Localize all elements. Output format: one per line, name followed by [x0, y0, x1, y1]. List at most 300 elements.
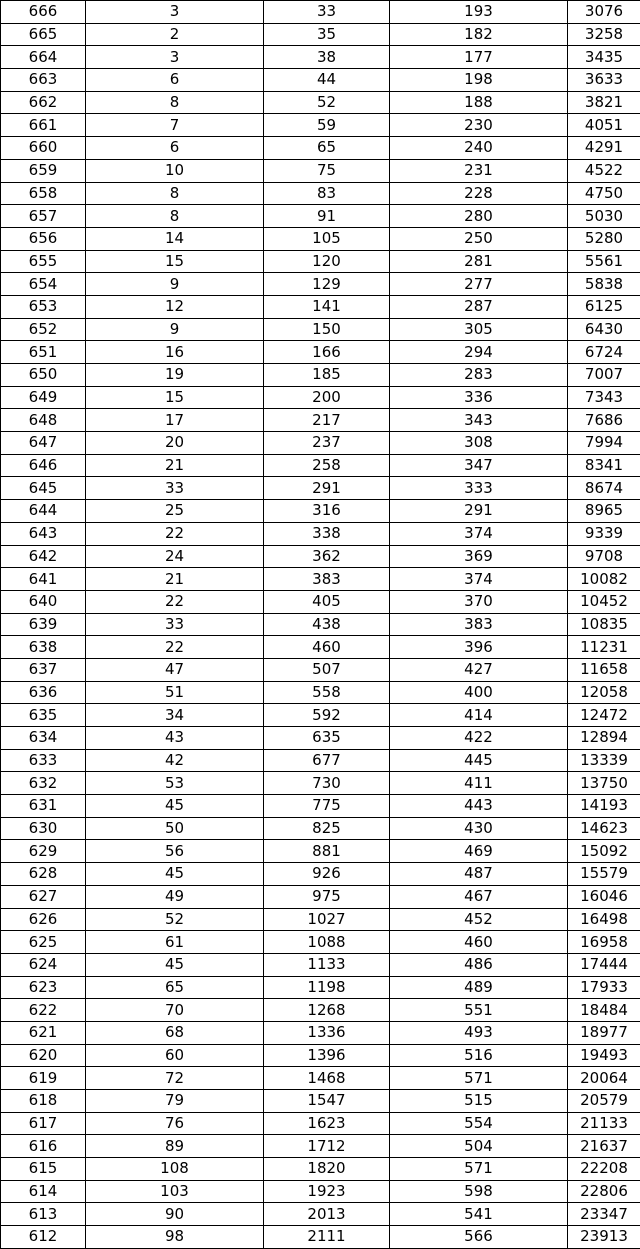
table-cell: 8	[86, 91, 264, 114]
table-cell: 8341	[568, 454, 640, 477]
table-cell: 15092	[568, 840, 640, 863]
table-cell: 664	[1, 46, 86, 69]
table-row	[1, 432, 640, 455]
table-cell: 414	[390, 704, 568, 727]
table-cell: 623	[1, 976, 86, 999]
table-cell: 79	[86, 1090, 264, 1113]
table-cell: 42	[86, 749, 264, 772]
table-row	[1, 1, 640, 24]
table-cell: 60	[86, 1044, 264, 1067]
table-cell: 9	[86, 273, 264, 296]
table-cell: 6	[86, 137, 264, 160]
table-cell: 383	[390, 613, 568, 636]
table-cell: 467	[390, 885, 568, 908]
table-cell: 336	[390, 386, 568, 409]
table-cell: 19493	[568, 1044, 640, 1067]
table-row	[1, 1021, 640, 1044]
table-cell: 20579	[568, 1090, 640, 1113]
table-cell: 598	[390, 1180, 568, 1203]
table-cell: 287	[390, 295, 568, 318]
table-row	[1, 976, 640, 999]
table-cell: 730	[264, 772, 390, 795]
table-cell: 975	[264, 885, 390, 908]
table-cell: 21133	[568, 1112, 640, 1135]
table-row	[1, 817, 640, 840]
table-cell: 571	[390, 1158, 568, 1181]
table-cell: 52	[86, 908, 264, 931]
table-cell: 646	[1, 454, 86, 477]
table-row	[1, 749, 640, 772]
table-row	[1, 1067, 640, 1090]
table-row	[1, 205, 640, 228]
table-cell: 8965	[568, 500, 640, 523]
table-cell: 308	[390, 432, 568, 455]
table-cell: 338	[264, 522, 390, 545]
table-cell: 445	[390, 749, 568, 772]
table-cell: 9708	[568, 545, 640, 568]
table-cell: 9	[86, 318, 264, 341]
table-cell: 396	[390, 636, 568, 659]
table-cell: 17	[86, 409, 264, 432]
table-cell: 430	[390, 817, 568, 840]
table-cell: 1712	[264, 1135, 390, 1158]
table-cell: 926	[264, 863, 390, 886]
table-cell: 617	[1, 1112, 86, 1135]
table-cell: 70	[86, 999, 264, 1022]
table-cell: 621	[1, 1021, 86, 1044]
table-cell: 640	[1, 590, 86, 613]
table-cell: 20064	[568, 1067, 640, 1090]
table-cell: 61	[86, 931, 264, 954]
table-cell: 44	[264, 69, 390, 92]
table-cell: 231	[390, 159, 568, 182]
table-cell: 775	[264, 795, 390, 818]
table-cell: 20	[86, 432, 264, 455]
table-cell: 3	[86, 46, 264, 69]
table-cell: 43	[86, 727, 264, 750]
table-cell: 4291	[568, 137, 640, 160]
table-cell: 493	[390, 1021, 568, 1044]
table-row	[1, 727, 640, 750]
table-cell: 558	[264, 681, 390, 704]
table-row	[1, 568, 640, 591]
table-row	[1, 1112, 640, 1135]
table-cell: 650	[1, 364, 86, 387]
table-cell: 661	[1, 114, 86, 137]
table-cell: 658	[1, 182, 86, 205]
table-cell: 90	[86, 1203, 264, 1226]
table-cell: 11231	[568, 636, 640, 659]
table-cell: 217	[264, 409, 390, 432]
table-cell: 592	[264, 704, 390, 727]
table-cell: 452	[390, 908, 568, 931]
table-cell: 7	[86, 114, 264, 137]
table-row	[1, 840, 640, 863]
table-cell: 665	[1, 23, 86, 46]
table-cell: 23913	[568, 1226, 640, 1249]
table-cell: 460	[264, 636, 390, 659]
table-cell: 83	[264, 182, 390, 205]
table-cell: 291	[390, 500, 568, 523]
table-cell: 652	[1, 318, 86, 341]
table-row	[1, 704, 640, 727]
table-cell: 51	[86, 681, 264, 704]
table-cell: 50	[86, 817, 264, 840]
table-cell: 638	[1, 636, 86, 659]
table-cell: 427	[390, 658, 568, 681]
table-row	[1, 454, 640, 477]
table-row	[1, 795, 640, 818]
table-cell: 103	[86, 1180, 264, 1203]
table-cell: 281	[390, 250, 568, 273]
table-cell: 2013	[264, 1203, 390, 1226]
table-cell: 2111	[264, 1226, 390, 1249]
table-cell: 240	[390, 137, 568, 160]
table-cell: 635	[1, 704, 86, 727]
table-row	[1, 522, 640, 545]
table-row	[1, 772, 640, 795]
table-cell: 177	[390, 46, 568, 69]
table-cell: 305	[390, 318, 568, 341]
table-cell: 6	[86, 69, 264, 92]
table-cell: 653	[1, 295, 86, 318]
table-cell: 15	[86, 386, 264, 409]
table-cell: 17444	[568, 953, 640, 976]
table-cell: 628	[1, 863, 86, 886]
table-cell: 4051	[568, 114, 640, 137]
table-cell: 24	[86, 545, 264, 568]
table-cell: 56	[86, 840, 264, 863]
table-cell: 504	[390, 1135, 568, 1158]
table-cell: 1468	[264, 1067, 390, 1090]
table-cell: 615	[1, 1158, 86, 1181]
table-cell: 619	[1, 1067, 86, 1090]
table-cell: 14193	[568, 795, 640, 818]
table-cell: 507	[264, 658, 390, 681]
table-cell: 13339	[568, 749, 640, 772]
table-cell: 120	[264, 250, 390, 273]
table-cell: 370	[390, 590, 568, 613]
table-cell: 52	[264, 91, 390, 114]
table-cell: 5561	[568, 250, 640, 273]
table-cell: 7994	[568, 432, 640, 455]
table-cell: 280	[390, 205, 568, 228]
table-cell: 19	[86, 364, 264, 387]
table-row	[1, 477, 640, 500]
table-cell: 489	[390, 976, 568, 999]
table-cell: 333	[390, 477, 568, 500]
table-row	[1, 159, 640, 182]
table-cell: 642	[1, 545, 86, 568]
table-row	[1, 931, 640, 954]
table-cell: 662	[1, 91, 86, 114]
table-cell: 8	[86, 182, 264, 205]
table-cell: 374	[390, 568, 568, 591]
table-cell: 129	[264, 273, 390, 296]
table-cell: 651	[1, 341, 86, 364]
table-cell: 400	[390, 681, 568, 704]
table-row	[1, 908, 640, 931]
table-cell: 5030	[568, 205, 640, 228]
table-body	[1, 1, 640, 1249]
table-cell: 571	[390, 1067, 568, 1090]
table-row	[1, 295, 640, 318]
table-cell: 6125	[568, 295, 640, 318]
table-cell: 660	[1, 137, 86, 160]
table-row	[1, 182, 640, 205]
table-cell: 188	[390, 91, 568, 114]
table-cell: 469	[390, 840, 568, 863]
table-cell: 515	[390, 1090, 568, 1113]
table-cell: 644	[1, 500, 86, 523]
table-cell: 166	[264, 341, 390, 364]
table-cell: 663	[1, 69, 86, 92]
table-row	[1, 636, 640, 659]
table-cell: 198	[390, 69, 568, 92]
table-cell: 10452	[568, 590, 640, 613]
table-cell: 649	[1, 386, 86, 409]
table-cell: 383	[264, 568, 390, 591]
table-cell: 516	[390, 1044, 568, 1067]
table-cell: 17933	[568, 976, 640, 999]
table-cell: 200	[264, 386, 390, 409]
table-row	[1, 409, 640, 432]
table-cell: 89	[86, 1135, 264, 1158]
table-cell: 620	[1, 1044, 86, 1067]
table-cell: 7343	[568, 386, 640, 409]
table-cell: 612	[1, 1226, 86, 1249]
table-row	[1, 885, 640, 908]
table-row	[1, 1180, 640, 1203]
table-row	[1, 250, 640, 273]
table-cell: 193	[390, 1, 568, 24]
table-row	[1, 227, 640, 250]
table-cell: 1133	[264, 953, 390, 976]
table-cell: 3821	[568, 91, 640, 114]
table-cell: 34	[86, 704, 264, 727]
table-cell: 23347	[568, 1203, 640, 1226]
table-cell: 3435	[568, 46, 640, 69]
table-cell: 47	[86, 658, 264, 681]
table-cell: 65	[86, 976, 264, 999]
table-cell: 422	[390, 727, 568, 750]
table-cell: 656	[1, 227, 86, 250]
table-cell: 486	[390, 953, 568, 976]
table-cell: 98	[86, 1226, 264, 1249]
table-cell: 33	[86, 613, 264, 636]
table-cell: 76	[86, 1112, 264, 1135]
table-cell: 68	[86, 1021, 264, 1044]
table-cell: 1088	[264, 931, 390, 954]
table-cell: 12058	[568, 681, 640, 704]
table-row	[1, 613, 640, 636]
table-cell: 45	[86, 953, 264, 976]
table-cell: 634	[1, 727, 86, 750]
table-row	[1, 46, 640, 69]
table-cell: 65	[264, 137, 390, 160]
table-row	[1, 69, 640, 92]
table-row	[1, 590, 640, 613]
table-cell: 3076	[568, 1, 640, 24]
table-cell: 91	[264, 205, 390, 228]
table-cell: 185	[264, 364, 390, 387]
table-cell: 625	[1, 931, 86, 954]
table-cell: 626	[1, 908, 86, 931]
table-row	[1, 658, 640, 681]
table-cell: 291	[264, 477, 390, 500]
table-cell: 10835	[568, 613, 640, 636]
table-cell: 631	[1, 795, 86, 818]
table-cell: 613	[1, 1203, 86, 1226]
table-row	[1, 364, 640, 387]
table-cell: 53	[86, 772, 264, 795]
table-cell: 566	[390, 1226, 568, 1249]
table-cell: 1547	[264, 1090, 390, 1113]
table-cell: 630	[1, 817, 86, 840]
table-cell: 541	[390, 1203, 568, 1226]
table-row	[1, 500, 640, 523]
table-cell: 11658	[568, 658, 640, 681]
table-cell: 1336	[264, 1021, 390, 1044]
table-cell: 228	[390, 182, 568, 205]
table-row	[1, 681, 640, 704]
table-cell: 18977	[568, 1021, 640, 1044]
table-row	[1, 953, 640, 976]
table-cell: 182	[390, 23, 568, 46]
table-row	[1, 341, 640, 364]
table-cell: 1623	[264, 1112, 390, 1135]
table-cell: 258	[264, 454, 390, 477]
table-cell: 374	[390, 522, 568, 545]
table-cell: 15579	[568, 863, 640, 886]
table-row	[1, 273, 640, 296]
table-cell: 22	[86, 636, 264, 659]
table-cell: 75	[264, 159, 390, 182]
table-cell: 4522	[568, 159, 640, 182]
table-cell: 283	[390, 364, 568, 387]
table-cell: 633	[1, 749, 86, 772]
table-cell: 277	[390, 273, 568, 296]
table-cell: 1923	[264, 1180, 390, 1203]
table-cell: 1396	[264, 1044, 390, 1067]
table-row	[1, 137, 640, 160]
table-cell: 622	[1, 999, 86, 1022]
table-cell: 72	[86, 1067, 264, 1090]
table-cell: 362	[264, 545, 390, 568]
table-cell: 825	[264, 817, 390, 840]
table-cell: 7686	[568, 409, 640, 432]
table-cell: 16	[86, 341, 264, 364]
table-cell: 237	[264, 432, 390, 455]
table-cell: 4750	[568, 182, 640, 205]
table-row	[1, 1135, 640, 1158]
table-row	[1, 1044, 640, 1067]
table-cell: 460	[390, 931, 568, 954]
table-cell: 487	[390, 863, 568, 886]
table-cell: 21	[86, 568, 264, 591]
table-cell: 641	[1, 568, 86, 591]
table-cell: 635	[264, 727, 390, 750]
table-cell: 666	[1, 1, 86, 24]
table-cell: 411	[390, 772, 568, 795]
table-cell: 6724	[568, 341, 640, 364]
table-cell: 3633	[568, 69, 640, 92]
table-cell: 3	[86, 1, 264, 24]
table-cell: 12	[86, 295, 264, 318]
table-row	[1, 114, 640, 137]
table-cell: 150	[264, 318, 390, 341]
table-cell: 643	[1, 522, 86, 545]
table-cell: 3258	[568, 23, 640, 46]
table-cell: 636	[1, 681, 86, 704]
table-cell: 655	[1, 250, 86, 273]
table-cell: 18484	[568, 999, 640, 1022]
table-cell: 614	[1, 1180, 86, 1203]
table-cell: 21637	[568, 1135, 640, 1158]
table-cell: 141	[264, 295, 390, 318]
table-cell: 21	[86, 454, 264, 477]
table-row	[1, 863, 640, 886]
table-cell: 15	[86, 250, 264, 273]
table-cell: 645	[1, 477, 86, 500]
table-cell: 22208	[568, 1158, 640, 1181]
table-cell: 443	[390, 795, 568, 818]
table-cell: 659	[1, 159, 86, 182]
table-cell: 12472	[568, 704, 640, 727]
table-cell: 616	[1, 1135, 86, 1158]
table-cell: 1198	[264, 976, 390, 999]
table-cell: 639	[1, 613, 86, 636]
table-cell: 1027	[264, 908, 390, 931]
table-cell: 5280	[568, 227, 640, 250]
table-cell: 654	[1, 273, 86, 296]
table-cell: 624	[1, 953, 86, 976]
table-cell: 33	[86, 477, 264, 500]
table-cell: 2	[86, 23, 264, 46]
table-cell: 1820	[264, 1158, 390, 1181]
table-cell: 49	[86, 885, 264, 908]
table-cell: 438	[264, 613, 390, 636]
table-row	[1, 1158, 640, 1181]
table-cell: 108	[86, 1158, 264, 1181]
table-cell: 14	[86, 227, 264, 250]
table-cell: 6430	[568, 318, 640, 341]
table-row	[1, 386, 640, 409]
table-cell: 677	[264, 749, 390, 772]
table-cell: 25	[86, 500, 264, 523]
table-cell: 8674	[568, 477, 640, 500]
table-cell: 13750	[568, 772, 640, 795]
table-cell: 1268	[264, 999, 390, 1022]
table-cell: 22	[86, 590, 264, 613]
table-cell: 881	[264, 840, 390, 863]
table-cell: 618	[1, 1090, 86, 1113]
table-cell: 8	[86, 205, 264, 228]
table-cell: 16958	[568, 931, 640, 954]
table-cell: 10082	[568, 568, 640, 591]
table-cell: 33	[264, 1, 390, 24]
table-cell: 316	[264, 500, 390, 523]
table-row	[1, 1090, 640, 1113]
table-row	[1, 318, 640, 341]
table-cell: 657	[1, 205, 86, 228]
table-cell: 250	[390, 227, 568, 250]
table-cell: 294	[390, 341, 568, 364]
table-cell: 22806	[568, 1180, 640, 1203]
table-row	[1, 23, 640, 46]
table-cell: 9339	[568, 522, 640, 545]
table-cell: 16046	[568, 885, 640, 908]
